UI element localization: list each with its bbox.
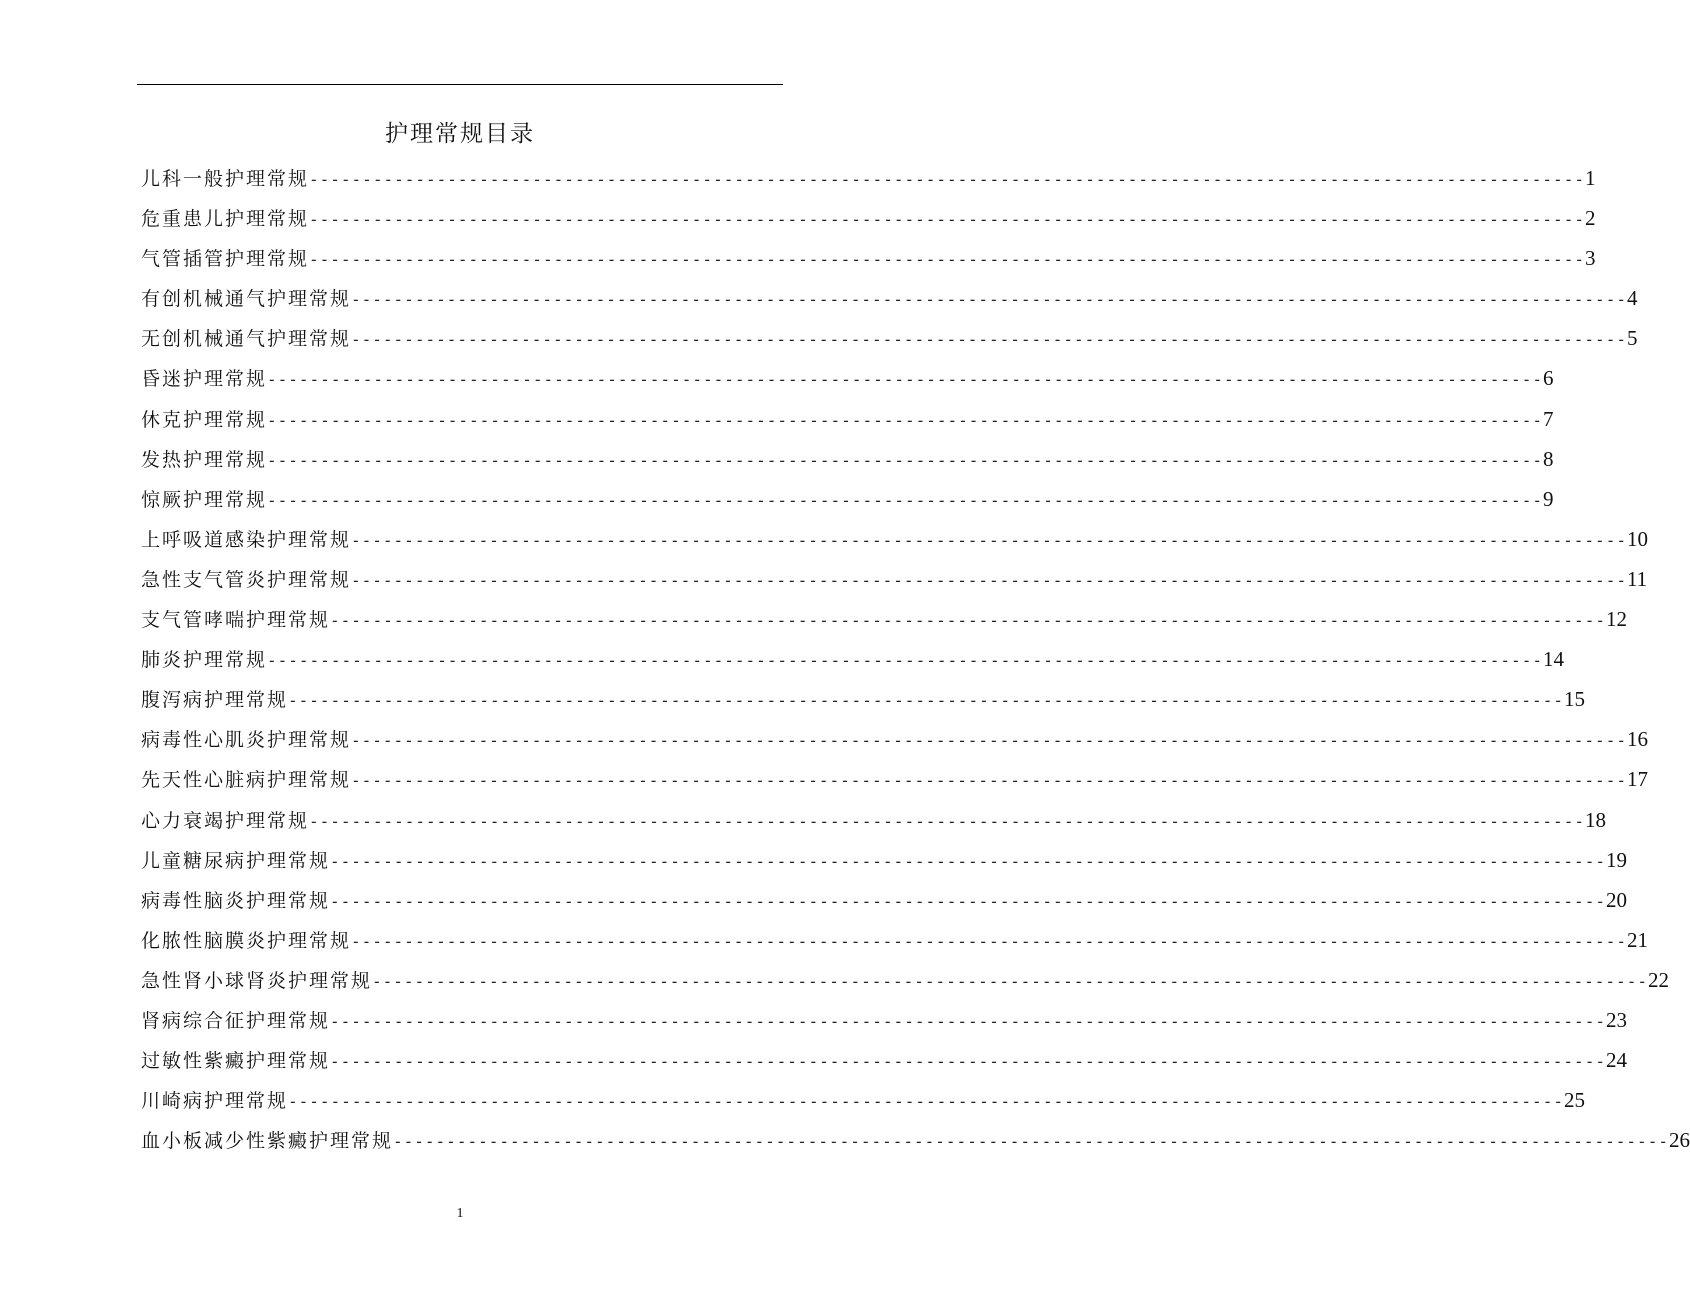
toc-dash-leader: ------------------------------------------------------------------------------------------------------------------------ [288, 691, 1564, 711]
toc-entry-label: 心力衰竭护理常规 [141, 809, 310, 832]
toc-dash-leader: ------------------------------------------------------------------------------------------------------------------------ [267, 410, 1543, 430]
toc-entry[interactable] [141, 840, 1627, 880]
toc-entry-label: 气管插管护理常规 [141, 248, 310, 271]
toc-entry-page: 3 [1584, 246, 1596, 271]
toc-entry-page: 24 [1605, 1048, 1627, 1073]
toc-entry-page: 11 [1626, 566, 1648, 591]
toc-dash-leader: ------------------------------------------------------------------------------------------------------------------------ [351, 771, 1627, 791]
toc-entry[interactable] [141, 880, 1627, 920]
toc-entry[interactable] [141, 318, 1638, 358]
toc-entry[interactable] [141, 198, 1596, 238]
toc-entry-label: 急性支气管炎护理常规 [141, 568, 352, 591]
toc-dash-leader: ------------------------------------------------------------------------------------------------------------------------ [351, 931, 1627, 951]
toc-entry-label: 休克护理常规 [141, 408, 268, 431]
toc-entry-page: 15 [1563, 687, 1585, 712]
toc-entry-label: 肺炎护理常规 [141, 649, 268, 672]
toc-entry-page: 5 [1626, 326, 1638, 351]
toc-entry-page: 10 [1626, 526, 1648, 551]
toc-entry[interactable] [141, 559, 1648, 599]
toc-entry[interactable] [141, 158, 1596, 198]
toc-dash-leader: ------------------------------------------------------------------------------------------------------------------------ [351, 290, 1627, 310]
toc-dash-leader: ------------------------------------------------------------------------------------------------------------------------ [330, 611, 1606, 631]
toc-entry[interactable] [141, 719, 1648, 759]
toc-entry-label: 儿科一般护理常规 [141, 168, 310, 190]
toc-entry-page: 26 [1668, 1128, 1690, 1153]
toc-dash-leader: ------------------------------------------------------------------------------------------------------------------------ [330, 1052, 1606, 1072]
toc-dash-leader: ------------------------------------------------------------------------------------------------------------------------ [351, 731, 1627, 751]
toc-entry-label: 先天性心脏病护理常规 [141, 769, 352, 792]
toc-entry[interactable] [141, 479, 1554, 519]
toc-dash-leader: ------------------------------------------------------------------------------------------------------------------------ [267, 651, 1543, 671]
toc-entry-label: 危重患儿护理常规 [141, 208, 310, 231]
toc-entry-page: 1 [1584, 166, 1596, 190]
toc-dash-leader: ------------------------------------------------------------------------------------------------------------------------ [267, 450, 1543, 470]
toc-dash-leader: ------------------------------------------------------------------------------------------------------------------------ [309, 170, 1585, 189]
toc-entry-page: 19 [1605, 847, 1627, 872]
toc-dash-leader: ------------------------------------------------------------------------------------------------------------------------ [330, 891, 1606, 911]
toc-entry-page: 16 [1626, 727, 1648, 752]
toc-entry-page: 21 [1626, 927, 1648, 952]
toc-entry[interactable] [141, 238, 1596, 278]
toc-entry-page: 8 [1542, 446, 1554, 471]
toc-entry[interactable] [141, 639, 1564, 679]
toc-dash-leader: ------------------------------------------------------------------------------------------------------------------------ [309, 250, 1585, 270]
toc-entry-label: 过敏性紫癜护理常规 [141, 1050, 331, 1073]
toc-dash-leader: ------------------------------------------------------------------------------------------------------------------------ [351, 530, 1627, 550]
header-rule [137, 84, 783, 85]
toc-entry[interactable] [141, 1080, 1585, 1120]
page-title: 护理常规目录 [385, 121, 535, 147]
page-number: 1 [456, 1206, 464, 1221]
toc-dash-leader: ------------------------------------------------------------------------------------------------------------------------ [267, 370, 1543, 390]
toc-entry-label: 川崎病护理常规 [141, 1090, 289, 1113]
toc-entry[interactable] [141, 1000, 1627, 1040]
toc-entry[interactable] [141, 1040, 1627, 1080]
toc-dash-leader: ------------------------------------------------------------------------------------------------------------------------ [351, 570, 1627, 590]
toc-dash-leader: ------------------------------------------------------------------------------------------------------------------------ [351, 330, 1627, 350]
toc-dash-leader: ------------------------------------------------------------------------------------------------------------------------ [267, 490, 1543, 510]
toc-entry-page: 25 [1563, 1088, 1585, 1113]
toc-entry-page: 20 [1605, 887, 1627, 912]
toc-entry-label: 病毒性心肌炎护理常规 [141, 729, 352, 752]
toc-entry-page: 12 [1605, 607, 1627, 632]
toc-entry[interactable] [141, 920, 1648, 960]
toc-entry-label: 病毒性脑炎护理常规 [141, 889, 331, 912]
toc-entry-page: 17 [1626, 767, 1648, 792]
toc-entry-label: 腹泻病护理常规 [141, 689, 289, 712]
toc-entry[interactable] [141, 439, 1554, 479]
toc-dash-leader: ------------------------------------------------------------------------------------------------------------------------ [309, 811, 1585, 831]
toc-entry-page: 4 [1626, 286, 1638, 311]
toc-entry[interactable] [141, 278, 1638, 318]
toc-entry[interactable] [141, 759, 1648, 799]
toc-entry-label: 血小板减少性紫癜护理常规 [141, 1130, 394, 1153]
toc-entry-page: 2 [1584, 206, 1596, 231]
toc-entry[interactable] [141, 960, 1669, 1000]
toc-dash-leader: ------------------------------------------------------------------------------------------------------------------------ [309, 210, 1585, 230]
toc-entry-label: 发热护理常规 [141, 448, 268, 471]
toc-entry-page: 18 [1584, 807, 1606, 832]
toc-entry-label: 惊厥护理常规 [141, 488, 268, 511]
toc-dash-leader: ------------------------------------------------------------------------------------------------------------------------ [330, 1011, 1606, 1031]
toc-entry[interactable] [141, 399, 1554, 439]
toc-entry-page: 22 [1647, 967, 1669, 992]
toc-entry-label: 肾病综合征护理常规 [141, 1009, 331, 1032]
toc-entry[interactable] [141, 679, 1585, 719]
toc-entry-page: 7 [1542, 406, 1554, 431]
toc-entry[interactable] [141, 519, 1648, 559]
toc-entry-page: 23 [1605, 1007, 1627, 1032]
toc-entry-label: 无创机械通气护理常规 [141, 328, 352, 351]
toc-dash-leader: ------------------------------------------------------------------------------------------------------------------------ [372, 971, 1648, 991]
toc-entry[interactable] [141, 599, 1627, 639]
toc-entry-page: 14 [1542, 647, 1564, 672]
table-of-contents [141, 158, 1690, 1160]
toc-entry-label: 儿童糖尿病护理常规 [141, 849, 331, 872]
toc-entry[interactable] [141, 358, 1554, 398]
toc-entry-page: 6 [1542, 366, 1554, 391]
toc-dash-leader: ------------------------------------------------------------------------------------------------------------------------ [330, 851, 1606, 871]
toc-dash-leader: ------------------------------------------------------------------------------------------------------------------------ [288, 1092, 1564, 1112]
toc-entry[interactable] [141, 1120, 1690, 1160]
toc-entry-label: 上呼吸道感染护理常规 [141, 528, 352, 551]
toc-entry-label: 支气管哮喘护理常规 [141, 609, 331, 632]
toc-dash-leader: ------------------------------------------------------------------------------------------------------------------------ [393, 1132, 1669, 1152]
toc-entry-label: 有创机械通气护理常规 [141, 288, 352, 311]
toc-entry[interactable] [141, 800, 1606, 840]
toc-entry-label: 昏迷护理常规 [141, 368, 268, 391]
toc-entry-page: 9 [1542, 486, 1554, 511]
toc-entry-label: 化脓性脑膜炎护理常规 [141, 929, 352, 952]
toc-entry-label: 急性肾小球肾炎护理常规 [141, 969, 373, 992]
